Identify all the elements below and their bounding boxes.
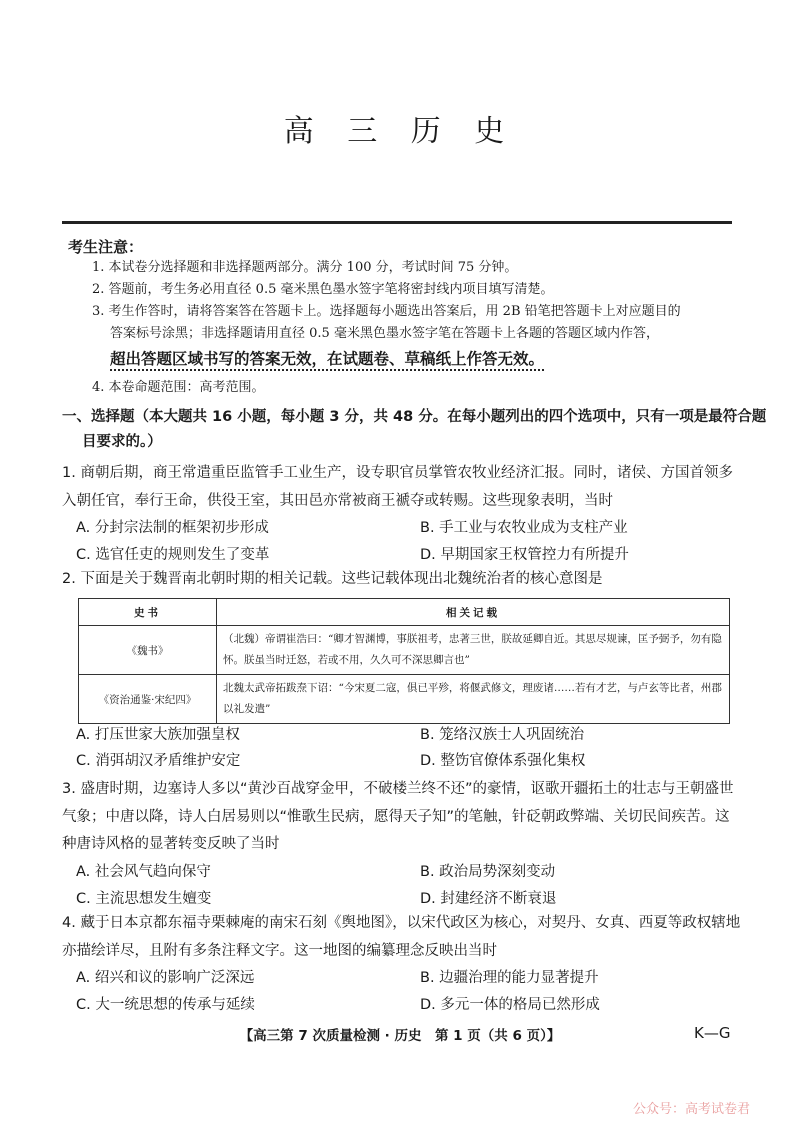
option-d: D. 多元一体的格局已然形成 xyxy=(420,997,600,1013)
question-stem: 3. 盛唐时期，边塞诗人多以“黄沙百战穿金甲，不破楼兰终不还”的豪情，讴歌开疆拓土的壮志与王朝盛世 xyxy=(62,781,734,797)
option-d: D. 早期国家王权管控力有所提升 xyxy=(420,547,629,563)
notice-item: 1. 本试卷分选择题和非选择题两部分。满分 100 分，考试时间 75 分钟。 xyxy=(92,260,518,275)
notice-item: 3. 考生作答时，请将答案答在答题卡上。选择题每小题选出答案后，用 2B 铅笔把答题卡上对应题目的 xyxy=(92,304,681,319)
table-row xyxy=(79,626,730,675)
paper-code: K—G xyxy=(694,1024,731,1042)
option-b: B. 笼络汉族士人巩固统治 xyxy=(420,727,585,743)
question-2-options xyxy=(62,722,752,778)
question-stem: 亦描绘详尽，且附有多条注释文字。这一地图的编纂理念反映出当时 xyxy=(62,942,497,959)
option-b: B. 边疆治理的能力显著提升 xyxy=(420,970,599,986)
section-heading-line: 一、选择题（本大题共 16 小题，每小题 3 分，共 48 分。在每小题列出的四个选项中，只有一项是最符合题 xyxy=(62,409,767,425)
question-1 xyxy=(62,460,752,571)
table-header: 史书 xyxy=(79,599,217,626)
option-c: C. 主流思想发生嬗变 xyxy=(76,890,212,907)
option-c: C. 大一统思想的传承与延续 xyxy=(76,997,255,1013)
source-table xyxy=(78,598,730,724)
option-c: C. 消弭胡汉矛盾维护安定 xyxy=(76,753,241,769)
header-rule xyxy=(62,221,732,224)
option-b: B. 政治局势深刻变动 xyxy=(420,863,556,880)
notice-item: 答案标号涂黑；非选择题请用直径 0.5 毫米黑色墨水签字笔在答题卡上各题的答题区域内作答， xyxy=(110,326,659,341)
notice-list xyxy=(92,257,742,399)
table-row xyxy=(79,675,730,724)
table-header: 相关记载 xyxy=(217,599,730,626)
question-2 xyxy=(62,566,752,594)
option-d: D. 封建经济不断衰退 xyxy=(420,890,557,907)
question-3 xyxy=(62,776,752,915)
notice-item: 2. 答题前，考生务必用直径 0.5 毫米黑色墨水签字笔将密封线内项目填写清楚。 xyxy=(92,282,554,297)
table-cell: （北魏）帝谓崔浩曰：“卿才智渊博，事朕祖考，忠著三世，朕故延卿自近。其思尽规谏，匡予弼予，勿有隐怀。朕虽当时迁怒，若或不用，久久可不深思卿言也” xyxy=(217,626,730,675)
notice-emphasis: 超出答题区域书写的答案无效，在试题卷、草稿纸上作答无效。 xyxy=(110,350,544,371)
option-a: A. 社会风气趋向保守 xyxy=(76,863,211,880)
question-stem: 气象；中唐以降，诗人白居易则以“惟歌生民病，愿得天子知”的笔触，针砭朝政弊端、关切民间疾苦。这 xyxy=(62,808,730,825)
question-stem: 4. 藏于日本京都东福寺栗棘庵的南宋石刻《舆地图》，以宋代政区为核心，对契丹、女真、西夏等政权辖地 xyxy=(62,915,741,931)
question-stem: 2. 下面是关于魏晋南北朝时期的相关记载。这些记载体现出北魏统治者的核心意图是 xyxy=(62,571,603,587)
notice-item: 4. 本卷命题范围：高考范围。 xyxy=(92,380,265,395)
option-a: A. 分封宗法制的框架初步形成 xyxy=(76,520,269,536)
option-d: D. 整饬官僚体系强化集权 xyxy=(420,753,586,769)
option-a: A. 打压世家大族加强皇权 xyxy=(76,727,240,743)
notice-heading: 考生注意： xyxy=(68,238,144,256)
page-title: 高 三 历 史 xyxy=(283,114,517,149)
table-cell: 《资治通鉴·宋纪四》 xyxy=(79,675,217,724)
table-cell: 《魏书》 xyxy=(79,626,217,675)
section-heading xyxy=(62,405,767,455)
option-a: A. 绍兴和议的影响广泛深远 xyxy=(76,970,255,986)
section-heading-line: 目要求的。） xyxy=(82,434,162,450)
question-stem: 1. 商朝后期，商王常遣重臣监管手工业生产，设专职官员掌管农牧业经济汇报。同时，诸侯、方国首领多 xyxy=(62,465,733,481)
question-4 xyxy=(62,910,752,1021)
table-cell: 北魏太武帝拓跋焘下诏：“今宋夏二寇，俱已平殄，将偃武修文，理废诸……若有才艺，与卢玄等比者，州郡以礼发遣” xyxy=(217,675,730,724)
option-b: B. 手工业与农牧业成为支柱产业 xyxy=(420,520,628,536)
question-stem: 种唐诗风格的显著转变反映了当时 xyxy=(62,836,280,852)
page-footer: 【高三第 7 次质量检测 · 历史 第 1 页（共 6 页）】 xyxy=(239,1028,561,1044)
option-c: C. 选官任吏的规则发生了变革 xyxy=(76,547,270,563)
watermark: 公众号：高考试卷君 xyxy=(633,1102,751,1117)
question-stem: 入朝任官，奉行王命，供役王室，其田邑亦常被商王褫夺或转赐。这些现象表明，当时 xyxy=(62,492,613,509)
